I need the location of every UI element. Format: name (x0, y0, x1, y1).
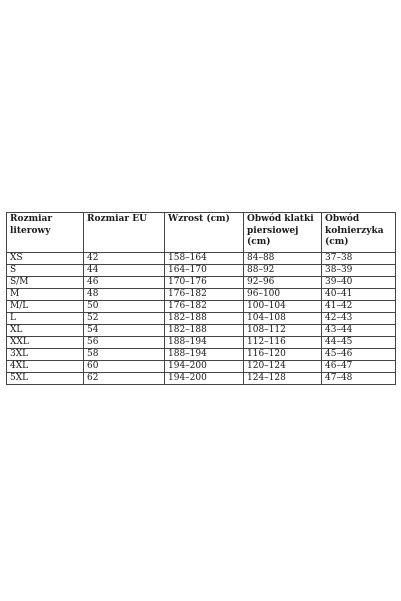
cell-letter-size: S (7, 265, 84, 277)
cell-height: 188–194 (165, 337, 244, 349)
cell-collar: 47–48 (322, 373, 396, 385)
table-row (7, 289, 396, 301)
cell-chest: 116–120 (244, 349, 322, 361)
cell-eu-size: 44 (84, 265, 165, 277)
cell-height: 188–194 (165, 349, 244, 361)
cell-chest: 124–128 (244, 373, 322, 385)
table-header-row (7, 213, 396, 253)
cell-height: 176–182 (165, 301, 244, 313)
header-height: Wzrost (cm) (165, 213, 244, 253)
table-row (7, 277, 396, 289)
cell-letter-size: 5XL (7, 373, 84, 385)
header-collar: Obwód kołnierzyka (cm) (322, 213, 396, 253)
cell-chest: 104–108 (244, 313, 322, 325)
table-row (7, 313, 396, 325)
cell-eu-size: 46 (84, 277, 165, 289)
cell-eu-size: 54 (84, 325, 165, 337)
table-row (7, 325, 396, 337)
cell-collar: 45–46 (322, 349, 396, 361)
cell-eu-size: 50 (84, 301, 165, 313)
cell-height: 170–176 (165, 277, 244, 289)
cell-letter-size: M (7, 289, 84, 301)
cell-eu-size: 56 (84, 337, 165, 349)
cell-chest: 96–100 (244, 289, 322, 301)
cell-letter-size: S/M (7, 277, 84, 289)
cell-collar: 37–38 (322, 253, 396, 265)
cell-letter-size: L (7, 313, 84, 325)
cell-height: 194–200 (165, 361, 244, 373)
cell-height: 158–164 (165, 253, 244, 265)
cell-collar: 46–47 (322, 361, 396, 373)
cell-chest: 108–112 (244, 325, 322, 337)
cell-chest: 112–116 (244, 337, 322, 349)
table-row (7, 253, 396, 265)
cell-eu-size: 52 (84, 313, 165, 325)
cell-letter-size: M/L (7, 301, 84, 313)
table-row (7, 349, 396, 361)
header-letter-size: Rozmiar literowy (7, 213, 84, 253)
cell-collar: 42–43 (322, 313, 396, 325)
table-row (7, 265, 396, 277)
size-chart (6, 212, 395, 385)
cell-letter-size: XS (7, 253, 84, 265)
cell-collar: 40–41 (322, 289, 396, 301)
cell-eu-size: 60 (84, 361, 165, 373)
cell-height: 182–188 (165, 313, 244, 325)
cell-eu-size: 62 (84, 373, 165, 385)
cell-collar: 41–42 (322, 301, 396, 313)
cell-height: 194–200 (165, 373, 244, 385)
cell-letter-size: XL (7, 325, 84, 337)
cell-height: 182–188 (165, 325, 244, 337)
cell-collar: 44–45 (322, 337, 396, 349)
size-table (6, 212, 396, 385)
cell-height: 176–182 (165, 289, 244, 301)
cell-height: 164–170 (165, 265, 244, 277)
cell-eu-size: 48 (84, 289, 165, 301)
table-row (7, 337, 396, 349)
cell-eu-size: 42 (84, 253, 165, 265)
table-row (7, 373, 396, 385)
table-row (7, 361, 396, 373)
header-chest: Obwód klatki piersiowej (cm) (244, 213, 322, 253)
cell-chest: 92–96 (244, 277, 322, 289)
cell-letter-size: XXL (7, 337, 84, 349)
cell-chest: 120–124 (244, 361, 322, 373)
cell-eu-size: 58 (84, 349, 165, 361)
cell-collar: 38–39 (322, 265, 396, 277)
cell-letter-size: 3XL (7, 349, 84, 361)
cell-collar: 39–40 (322, 277, 396, 289)
cell-chest: 88–92 (244, 265, 322, 277)
cell-letter-size: 4XL (7, 361, 84, 373)
table-row (7, 301, 396, 313)
cell-chest: 100–104 (244, 301, 322, 313)
cell-chest: 84–88 (244, 253, 322, 265)
header-eu-size: Rozmiar EU (84, 213, 165, 253)
cell-collar: 43–44 (322, 325, 396, 337)
